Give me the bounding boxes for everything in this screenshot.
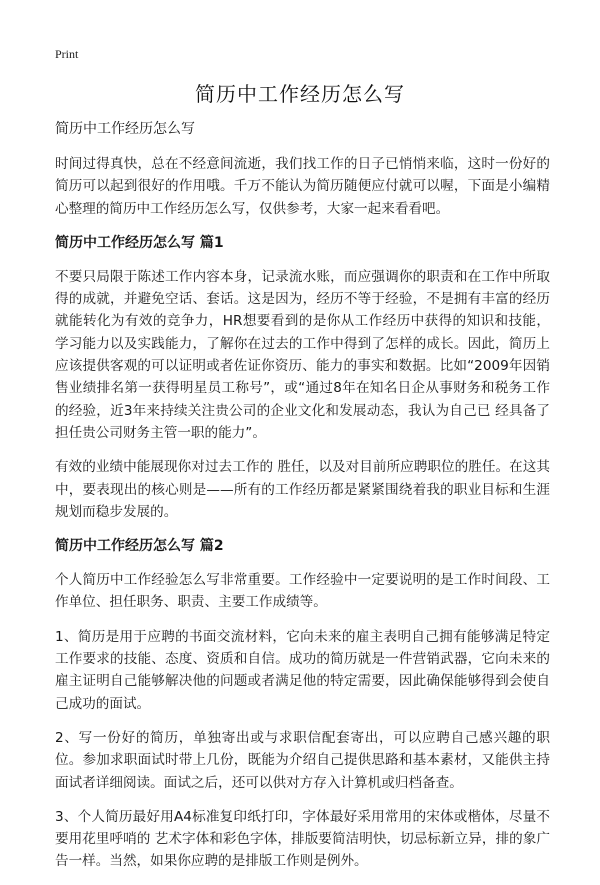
document-subtitle: 简历中工作经历怎么写	[55, 121, 195, 137]
section-heading: 简历中工作经历怎么写 篇2	[55, 538, 224, 555]
paragraph: 1、简历是用于应聘的书面交流材料，它向未来的雇主表明自己拥有能够满足特定工作要求的技能、态度、资质和自信。成功的简历就是一件营销武器，它向未来的雇主证明自己能够解决他的问题或者满足他的特定需要，因此确保能够得到会使自己成功的面试。	[55, 628, 550, 712]
document-title: 简历中工作经历怎么写	[195, 82, 405, 106]
paragraph: 2、写一份好的简历，单独寄出或与求职信配套寄出，可以应聘自己感兴趣的职位。参加求职面试时带上几份，既能为介绍自己提供思路和基本素材，又能供主持面试者详细阅读。面试之后，还可以供对方存入计算机或归档备查。	[55, 729, 550, 791]
paragraph: 个人简历中工作经验怎么写非常重要。工作经验中一定要说明的是工作时间段、工作单位、担任职务、职责、主要工作成绩等。	[55, 572, 550, 611]
section-1	[55, 232, 550, 523]
paragraph: 有效的业绩中能展现你对过去工作的 胜任，以及对目前所应聘职位的胜任。在这其中，要表现出的核心则是——所有的工作经历都是紧紧围绕着我的职业目标和生涯规划而稳步发展的。	[55, 459, 550, 520]
paragraph: 不要只局限于陈述工作内容本身，记录流水账，而应强调你的职责和在工作中所取得的成就，并避免空话、套话。这是因为，经历不等于经验，不是拥有丰富的经历就能转化为有效的竞争力，HR想要看到的是你从工作经历中获得的知识和技能，学习能力以及实践能力，了解你在过去的工作中得到了怎样的成长。因此，简历上应该提供客观的可以证明或者佐证你资历、能力的事实和数据。比如“2009年因销售业绩排名第一获得明星员工称号”，或“通过8年在知名日企从事财务和税务工作的经验，近3年来持续关注贵公司的企业文化和发展动态，我认为自己已 经具备了担任贵公司财务主管一职的能力”。	[55, 268, 550, 441]
intro-paragraph: 时间过得真快，总在不经意间流逝，我们找工作的日子已悄悄来临，这时一份好的简历可以起到很好的作用哦。千万不能认为简历随便应付就可以喔，下面是小编精心整理的简历中工作经历怎么写，仅供参考，大家一起来看看吧。	[55, 156, 550, 217]
paragraph: 3、个人简历最好用A4标准复印纸打印，字体最好采用常用的宋体或楷体，尽量不要用花里呼哨的 艺术字体和彩色字体，排版要简洁明快，切忌标新立异，排的象广告一样。当然，如果你应聘的是排版工作则是例外。	[55, 808, 550, 870]
section-2	[55, 535, 550, 873]
section-heading: 简历中工作经历怎么写 篇1	[55, 234, 224, 251]
document-body	[55, 118, 550, 885]
print-link[interactable]: Print	[55, 47, 79, 61]
